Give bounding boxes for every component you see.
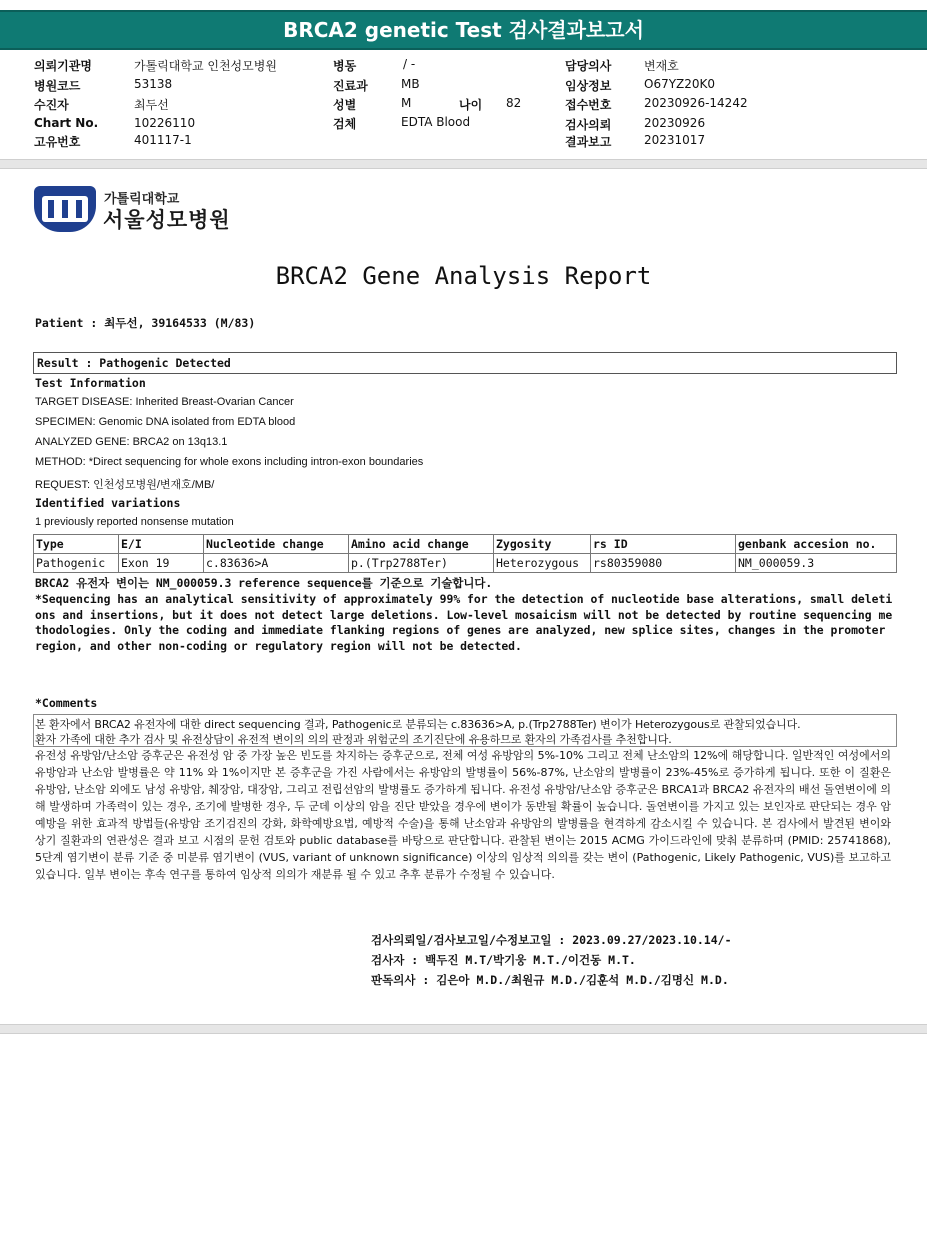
info-value-unique-no: 401117-1 <box>134 133 192 147</box>
analyzed-gene: ANALYZED GENE: BRCA2 on 13q13.1 <box>35 436 228 448</box>
signature-dates: 검사의뢰일/검사보고일/수정보고일 : 2023.09.27/2023.10.14/- <box>371 933 732 947</box>
info-value-report-date: 20231017 <box>644 133 706 147</box>
th-zygosity: Zygosity <box>494 535 591 554</box>
td-rs-id: rs80359080 <box>591 554 736 573</box>
report-title: BRCA2 Gene Analysis Report <box>275 262 652 290</box>
section-divider-bottom <box>0 1024 927 1034</box>
comments-line-1: 본 환자에서 BRCA2 유전자에 대한 direct sequencing 결과, Pathogenic로 분류되는 c.83636>A, p.(Trp2788Ter) 변이가 Heterozygous로 관찰되었습니다. <box>35 718 801 731</box>
test-info-heading: Test Information <box>35 376 146 390</box>
info-label-sex: 성별 <box>333 98 357 112</box>
variation-table <box>33 534 897 573</box>
hospital-logo-name: 서울성모병원 <box>103 208 231 232</box>
info-label-patient: 수진자 <box>34 98 69 112</box>
target-disease: TARGET DISEASE: Inherited Breast-Ovarian Cancer <box>35 396 294 408</box>
request-line: REQUEST: 인천성모병원/변재호/MB/ <box>35 479 215 491</box>
info-label-specimen: 검체 <box>333 117 357 131</box>
info-value-specimen: EDTA Blood <box>401 115 471 129</box>
identified-text: 1 previously reported nonsense mutation <box>35 516 234 528</box>
info-label-request-date: 검사의뢰 <box>565 118 612 132</box>
info-label-receipt-no: 접수번호 <box>565 98 612 112</box>
th-nucleotide: Nucleotide change <box>204 535 349 554</box>
result-text: Result : Pathogenic Detected <box>37 356 231 370</box>
th-type: Type <box>34 535 119 554</box>
td-nucleotide: c.83636>A <box>204 554 349 573</box>
table-row <box>34 554 897 573</box>
info-label-unique-no: 고유번호 <box>34 135 81 149</box>
identified-heading: Identified variations <box>35 496 181 510</box>
signature-reader: 판독의사 : 김은아 M.D./최원규 M.D./김훈석 M.D./김명신 M.D. <box>371 973 729 987</box>
info-label-clinical-info: 임상정보 <box>565 79 612 93</box>
method-line: METHOD: *Direct sequencing for whole exons including intron-exon boundaries <box>35 456 424 468</box>
result-box <box>33 352 897 374</box>
specimen-line: SPECIMEN: Genomic DNA isolated from EDTA blood <box>35 416 296 428</box>
info-value-chart-no: 10226110 <box>134 116 196 130</box>
comments-line-2: 환자 가족에 대한 추가 검사 및 유전상담이 유전적 변이의 의의 판정과 위험군의 조기진단에 유용하므로 환자의 가족검사를 추천합니다. <box>35 733 672 746</box>
sequencing-note: *Sequencing has an analytical sensitivity of approximately 99% for the detection of nucleotide base alterations, small deletions and insertions, but it does not detect large deletions. Low-level mosaicism will not be detected by routine sequencing methodologies. Only the coding and immediate flanking regions of genes are analyzed, new splice sites, changes in the promoter region, and other non-coding or regulatory region will not be detected. <box>35 591 893 654</box>
info-value-patient: 최두선 <box>134 98 169 112</box>
variation-table-header <box>34 535 897 554</box>
info-value-doctor: 변재호 <box>644 59 679 73</box>
info-value-receipt-no: 20230926-14242 <box>644 96 748 110</box>
th-amino-acid: Amino acid change <box>349 535 494 554</box>
info-value-request-date: 20230926 <box>644 116 706 130</box>
info-label-department: 진료과 <box>333 79 368 93</box>
info-value-institution: 가톨릭대학교 인천성모병원 <box>134 59 277 73</box>
info-value-clinical-info: O67YZ20K0 <box>644 77 716 91</box>
td-genbank: NM_000059.3 <box>736 554 897 573</box>
reference-note: BRCA2 유전자 변이는 NM_000059.3 reference sequence를 기준으로 기술합니다. <box>35 576 493 590</box>
info-value-department: MB <box>401 77 420 91</box>
comments-heading: *Comments <box>35 696 98 710</box>
info-label-chart-no: Chart No. <box>34 116 99 130</box>
hospital-logo-university: 가톨릭대학교 <box>104 192 180 207</box>
info-label-doctor: 담당의사 <box>565 59 612 73</box>
td-ei: Exon 19 <box>119 554 204 573</box>
th-rs-id: rs ID <box>591 535 736 554</box>
notes-block <box>35 576 897 655</box>
info-value-hospital-code: 53138 <box>134 77 173 91</box>
info-label-age: 나이 <box>459 98 483 112</box>
info-label-ward: 병동 <box>333 59 357 73</box>
info-value-sex: M <box>401 96 412 110</box>
td-type: Pathogenic <box>34 554 119 573</box>
td-zygosity: Heterozygous <box>494 554 591 573</box>
th-genbank: genbank accesion no. <box>736 535 897 554</box>
patient-line: Patient : 최두선, 39164533 (M/83) <box>35 316 256 330</box>
info-label-institution: 의뢰기관명 <box>34 59 92 73</box>
td-amino-acid: p.(Trp2788Ter) <box>349 554 494 573</box>
info-value-age: 82 <box>506 96 522 110</box>
hospital-logo-emblem <box>34 186 96 232</box>
info-label-report-date: 결과보고 <box>565 135 612 149</box>
comments-paragraph: 유전성 유방암/난소암 증후군은 유전성 암 중 가장 높은 빈도를 차지하는 증후군으로, 전체 여성 유방암의 5%-10% 그리고 전체 난소암의 12%에 해당합니다. 일반적인 여성에서의 유방암과 난소암 발병률은 약 11% 와 1%이지만 본 증후군을 가진 사람에서는 유방암의 발병률이 56%-87%, 난소암의 발병률이 23%-45%로 증가하게 됩니다. 또한 이 질환은 유방암, 난소암 외에도 남성 유방암, 췌장암, 대장암, 그리고 전립선암의 발병률도 증가하게 됩니다. 유전성 유방암/난소암 증후군은 BRCA1과 BRCA2 유전자의 배선 돌연변이에 의해 발생하며 가족력이 있는 경우, 조기에 발병한 경우, 두 군데 이상의 암을 진단 받았을 경우에 변이가 동반될 확률이 높습니다. 돌연변이를 가지고 있는 보인자로 판단되는 경우 암 예방을 위한 효과적 방법들(유방암 조기검진의 강화, 화학예방요법, 예방적 수술)을 통해 난소암과 유방암의 발병률을 현격하게 감소시킬 수 있습니다. 본 검사에서 발견된 변이와 상기 질환과의 연관성은 결과 보고 시점의 문헌 검토와 public database를 바탕으로 판단합니다. 관찰된 변이는 2015 ACMG 가이드라인에 맞춰 분류하며 (PMID: 25741868), 5단계 염기변이 분류 기준 중 미분류 염기변이 (VUS, variant of unknown significance) 이상의 임상적 의의를 갖는 변이 (Pathogenic, Likely Pathogenic, VUS)를 보고하고 있습니다. 일부 변이는 후속 연구를 통하여 임상적 의의가 재분류 될 수 있고 추후 분류가 수정될 수 있습니다. <box>35 749 891 881</box>
th-ei: E/I <box>119 535 204 554</box>
signature-tester: 검사자 : 백두진 M.T/박기웅 M.T./이건동 M.T. <box>371 953 636 967</box>
info-label-hospital-code: 병원코드 <box>34 79 81 93</box>
section-divider-top <box>0 159 927 169</box>
report-header-title: BRCA2 genetic Test 검사결과보고서 <box>0 10 927 50</box>
info-value-ward: / - <box>403 57 416 71</box>
